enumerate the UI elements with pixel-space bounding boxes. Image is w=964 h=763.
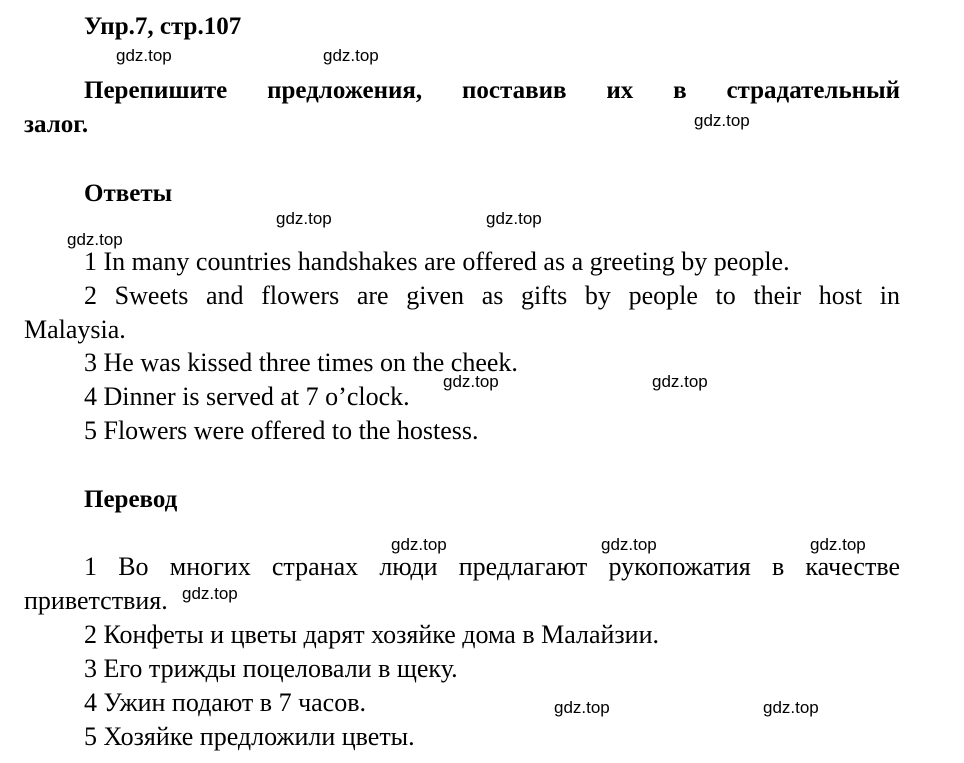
watermark: gdz.top xyxy=(694,111,750,130)
answer-item-2-line-1: 2 Sweets and flowers are given as gifts by people to their host in xyxy=(84,281,900,310)
answer-item-1: 1 In many countries handshakes are offered as a greeting by people. xyxy=(84,247,790,276)
task-line-2: залог. xyxy=(24,111,89,138)
watermark: gdz.top xyxy=(391,535,447,554)
answer-item-2-line-2: Malaysia. xyxy=(24,315,126,344)
watermark: gdz.top xyxy=(486,209,542,228)
exercise-title: Упр.7, стр.107 xyxy=(84,13,242,40)
translation-item-3: 3 Его трижды поцеловали в щеку. xyxy=(84,654,458,683)
task-instruction xyxy=(24,74,900,142)
answer-item-3: 3 He was kissed three times on the cheek. xyxy=(84,348,518,377)
watermark: gdz.top xyxy=(116,46,172,65)
watermark: gdz.top xyxy=(763,698,819,717)
translation-heading: Перевод xyxy=(84,486,178,513)
translation-item-1-line-1: 1 Во многих странах люди предлагают рукопожатия в качестве xyxy=(84,552,900,581)
translation-item-5: 5 Хозяйке предложили цветы. xyxy=(84,722,415,751)
task-line-1: Перепишите предложения, поставив их в страдательный xyxy=(84,77,900,104)
answer-item-4: 4 Dinner is served at 7 o’clock. xyxy=(84,382,410,411)
translation-item-2: 2 Конфеты и цветы дарят хозяйке дома в Малайзии. xyxy=(84,620,660,649)
answer-item-5: 5 Flowers were offered to the hostess. xyxy=(84,416,479,445)
watermark: gdz.top xyxy=(67,230,123,249)
watermark: gdz.top xyxy=(276,209,332,228)
translation-item-1 xyxy=(24,550,900,618)
watermark: gdz.top xyxy=(810,535,866,554)
watermark: gdz.top xyxy=(323,46,379,65)
translation-item-1-line-2: приветствия. xyxy=(24,586,168,615)
watermark: gdz.top xyxy=(443,372,499,391)
watermark: gdz.top xyxy=(182,584,238,603)
watermark: gdz.top xyxy=(652,372,708,391)
translation-item-4: 4 Ужин подают в 7 часов. xyxy=(84,688,367,717)
watermark: gdz.top xyxy=(554,698,610,717)
answers-heading: Ответы xyxy=(84,180,173,207)
answer-item-2 xyxy=(24,279,900,347)
watermark: gdz.top xyxy=(601,535,657,554)
